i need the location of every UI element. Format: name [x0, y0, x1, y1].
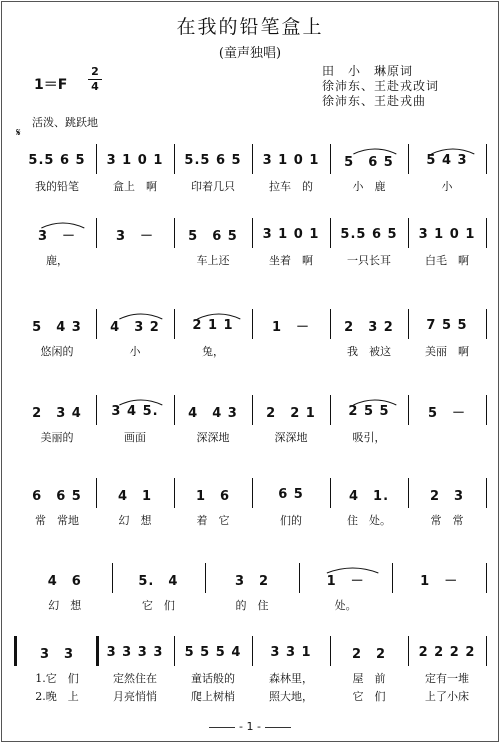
bar-line — [486, 563, 487, 593]
lyric-syllables: 美丽 啊 — [425, 345, 469, 358]
bar-line — [252, 395, 253, 425]
notes-row — [2, 569, 500, 589]
lyric-syllables-verse-2: 月亮悄悄 — [113, 690, 157, 703]
bar-line — [96, 144, 97, 174]
measure: 4 6 — [47, 573, 82, 589]
score-system — [2, 484, 500, 544]
measure: 3 1 0 1 — [418, 226, 476, 242]
measure: 1 － — [420, 573, 459, 589]
lyric-syllables — [394, 597, 484, 613]
credits — [322, 64, 439, 109]
measure: 4 3 2 — [110, 319, 160, 335]
bar-line — [408, 144, 409, 174]
lyrics-row — [2, 252, 500, 272]
footer-rule-right — [265, 727, 291, 728]
lyric-syllables: 定有一堆 — [425, 672, 469, 685]
lyric-syllables: 的 住 — [235, 599, 269, 612]
lyric-syllables: 们的 — [280, 514, 302, 527]
bar-line — [486, 395, 487, 425]
measure: 2 2 2 2 — [418, 644, 476, 660]
lyric-syllables: 深深地 — [196, 431, 230, 444]
lyric-syllables: 我 被这 — [347, 345, 391, 358]
measure: 3 3 — [39, 646, 75, 662]
lyric-syllables: 幻 想 — [118, 514, 152, 527]
score-system — [2, 315, 500, 375]
score-page — [1, 1, 499, 742]
measure: 3 3 3 3 — [106, 644, 164, 660]
measure: 1 － — [271, 319, 311, 335]
measure: 6 5 — [278, 486, 304, 502]
bar-line — [174, 144, 175, 174]
measure: 3 － — [37, 228, 77, 244]
composer-credit: 徐沛东、王赴戎曲 — [322, 94, 427, 108]
bar-line — [486, 309, 487, 339]
measure: 3 1 0 1 — [106, 152, 164, 168]
measure: 3 1 0 1 — [262, 226, 320, 242]
lyric-syllables: 住 处。 — [347, 514, 391, 527]
bar-line — [330, 218, 331, 248]
lyric-syllables: 画面 — [124, 431, 146, 444]
measure: 5.5 6 5 — [28, 152, 86, 168]
measure: 2 2 1 — [266, 405, 316, 421]
measure: 2 3 4 — [32, 405, 82, 421]
lyric-syllables: 小 鹿 — [352, 180, 386, 193]
measure: 5 4 3 — [426, 152, 468, 168]
measure: 6 6 5 — [32, 488, 82, 504]
measure: 1 － — [326, 573, 365, 589]
meter-bottom: 4 — [91, 80, 99, 93]
lyric-syllables-verse-2: 它 们 — [352, 690, 386, 703]
bar-line — [299, 563, 300, 593]
lyric-syllables: 鹿， — [46, 254, 68, 267]
measure: 3 2 — [234, 573, 270, 589]
measure: 3 4 5. — [111, 403, 159, 419]
lyrics-row — [2, 178, 500, 198]
lyric-syllables: 童话般的 — [191, 672, 235, 685]
lyrics-row — [2, 670, 500, 690]
lyrics-row — [2, 343, 500, 363]
bar-line — [205, 563, 206, 593]
measure: 4 1. — [348, 488, 390, 504]
lyric-syllables-verse-2: 照大地， — [269, 690, 313, 703]
lyric-syllables: 小 — [129, 345, 141, 358]
bar-line — [330, 395, 331, 425]
lyrics-row-second-verse — [2, 688, 500, 708]
lyrics-row — [2, 512, 500, 532]
notes-row — [2, 642, 500, 662]
measure: 5 － — [427, 405, 467, 421]
measure: 5 5 5 4 — [184, 644, 242, 660]
lyric-syllables: 白毛 啊 — [425, 254, 469, 267]
footer-rule-left — [209, 727, 235, 728]
score-system — [2, 642, 500, 702]
lyric-syllables-verse-2: 上了小床 — [425, 690, 469, 703]
notes-row — [2, 484, 500, 504]
bar-line — [96, 309, 97, 339]
lyric-syllables: 一只长耳 — [347, 254, 391, 267]
segno-icon: 𝄋 — [16, 126, 21, 139]
bar-line — [408, 636, 409, 666]
lyric-syllables: 处。 — [334, 599, 357, 612]
lyric-syllables: 森林里， — [269, 672, 313, 685]
measure: 5.5 6 5 — [184, 152, 242, 168]
bar-line — [486, 144, 487, 174]
measure: 1 6 — [195, 488, 231, 504]
measure: 2 3 2 — [344, 319, 394, 335]
lyric-syllables: 我的铅笔 — [35, 180, 79, 193]
bar-line — [252, 144, 253, 174]
lyric-syllables: 它 们 — [141, 599, 175, 612]
lyric-syllables: 着 它 — [196, 514, 230, 527]
lyric-syllables: 美丽的 — [40, 431, 74, 444]
bar-line — [96, 395, 97, 425]
bar-line — [174, 478, 175, 508]
measure: 5.5 6 5 — [340, 226, 398, 242]
lyric-syllables: 盒上 啊 — [113, 180, 157, 193]
bar-line — [174, 395, 175, 425]
notes-row — [2, 315, 500, 335]
lyric-syllables — [98, 252, 172, 268]
bar-line — [486, 218, 487, 248]
bar-line — [252, 478, 253, 508]
measure: 3 1 0 1 — [262, 152, 320, 168]
bar-line — [96, 478, 97, 508]
lyric-syllables: 幻 想 — [48, 599, 82, 612]
bar-line — [330, 309, 331, 339]
lyric-syllables: 屋 前 — [352, 672, 386, 685]
page-number — [2, 720, 498, 733]
notes-row — [2, 224, 500, 244]
lyric-syllables: 常 常地 — [35, 514, 79, 527]
lyrics-row — [2, 597, 500, 617]
score-system — [2, 150, 500, 210]
bar-line — [408, 309, 409, 339]
measure: 5. 4 — [138, 573, 179, 589]
repeat-start-bar-line — [14, 636, 17, 666]
score-system — [2, 401, 500, 461]
time-signature — [88, 66, 102, 93]
measure: 2 1 1 — [192, 317, 234, 333]
lyric-syllables: 1.它 们 — [35, 672, 79, 685]
lyrics-row — [2, 429, 500, 449]
measure: 5 4 3 — [32, 319, 82, 335]
lyric-syllables: 吸引， — [352, 431, 386, 444]
measure: 4 4 3 — [188, 405, 238, 421]
song-title: 在我的铅笔盒上 — [176, 16, 324, 38]
bar-line — [408, 478, 409, 508]
bar-line — [174, 309, 175, 339]
bar-line — [252, 309, 253, 339]
measure: 3 3 1 — [270, 644, 312, 660]
measure: 4 1 — [117, 488, 153, 504]
measure: 5 6 5 — [188, 228, 238, 244]
tempo-marking: 活泼、跳跃地 — [32, 116, 98, 129]
score-system — [2, 569, 500, 629]
bar-line — [408, 218, 409, 248]
bar-line — [174, 218, 175, 248]
adapter-credit: 徐沛东、王赴戎改词 — [322, 79, 440, 93]
measure: 7 5 5 — [426, 317, 468, 333]
measure: 2 5 5 — [348, 403, 390, 419]
page-number-text: - 1 - — [239, 720, 261, 733]
notes-row — [2, 401, 500, 421]
bar-line — [96, 218, 97, 248]
lyric-syllables: 车上还 — [196, 254, 230, 267]
bar-line — [252, 218, 253, 248]
lyric-syllables: 定然住在 — [113, 672, 157, 685]
notes-row — [2, 150, 500, 170]
song-subtitle: (童声独唱) — [218, 46, 282, 61]
lyricist-credit: 田 小 琳原词 — [322, 64, 414, 78]
measure: 2 2 — [351, 646, 387, 662]
bar-line — [486, 636, 487, 666]
measure: 2 3 — [429, 488, 465, 504]
bar-line — [330, 144, 331, 174]
lyric-syllables: 坐着 啊 — [269, 254, 313, 267]
bar-line — [174, 636, 175, 666]
key-signature: 1＝F — [34, 77, 68, 93]
score-system — [2, 224, 500, 284]
bar-line — [392, 563, 393, 593]
measure: 3 － — [115, 228, 155, 244]
lyric-syllables: 拉车 的 — [269, 180, 313, 193]
bar-line — [330, 636, 331, 666]
lyric-syllables — [254, 343, 328, 359]
lyric-syllables-verse-2: 2.晚 上 — [35, 690, 79, 703]
lyric-syllables: 印着几只 — [191, 180, 235, 193]
bar-line — [252, 636, 253, 666]
lyric-syllables: 小 — [441, 180, 453, 193]
lyric-syllables: 深深地 — [274, 431, 308, 444]
lyric-syllables: 悠闲的 — [40, 345, 74, 358]
lyric-syllables: 兔， — [202, 345, 224, 358]
lyric-syllables: 常 常 — [430, 514, 464, 527]
lyric-syllables-verse-2: 爬上树梢 — [191, 690, 235, 703]
bar-line — [408, 395, 409, 425]
bar-line — [330, 478, 331, 508]
bar-line — [112, 563, 113, 593]
measure: 5 6 5 — [344, 154, 394, 170]
bar-line — [486, 478, 487, 508]
meter-top: 2 — [91, 65, 99, 78]
lyric-syllables — [410, 429, 484, 445]
